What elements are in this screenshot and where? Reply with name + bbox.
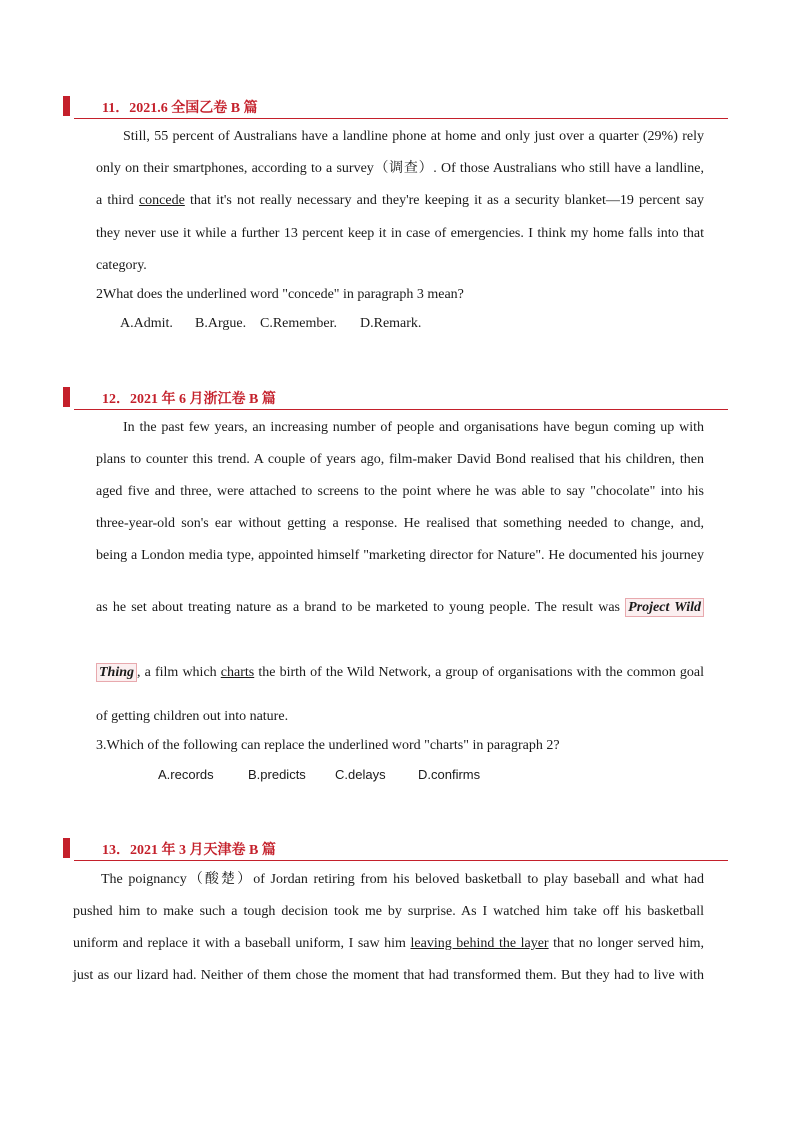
highlighted-title-project-wild: Project Wild (625, 598, 704, 617)
question-text: 2What does the underlined word "concede" in paragraph 3 mean? (96, 287, 464, 302)
paragraph-line: as he set about treating nature as a brand to be marketed to young people. The result was Project Wild (96, 599, 704, 617)
paragraph-line: pushed him to make such a tough decision took me by surprise. As I watched him take off his basketball (73, 904, 704, 919)
section-12-title: 12．2021 年 6 月浙江卷 B 篇 (102, 392, 276, 407)
section-12-heading (60, 387, 728, 413)
section-13-title: 13．2021 年 3 月天津卷 B 篇 (102, 843, 276, 858)
option-b: B.Argue. (195, 316, 247, 331)
paragraph-line: In the past few years, an increasing number of people and organisations have begun coming up with (123, 420, 704, 435)
option-d: D.Remark. (360, 316, 422, 331)
question-text: 3.Which of the following can replace the underlined word "charts" in paragraph 2? (96, 738, 560, 753)
underlined-word-concede: concede (138, 193, 185, 208)
heading-rule (74, 860, 728, 861)
option-c: C.delays (335, 767, 386, 782)
paragraph-line: of getting children out into nature. (96, 709, 289, 724)
section-13-heading (60, 838, 728, 864)
heading-rule (74, 118, 728, 119)
paragraph-line: category. (96, 258, 147, 273)
highlighted-title-thing: Thing (96, 663, 137, 682)
option-a: A.records (158, 767, 214, 782)
section-11-heading (60, 96, 728, 122)
underlined-phrase-leaving-behind: leaving behind the layer (410, 936, 549, 951)
heading-marker (63, 387, 70, 407)
paragraph-line: Still, 55 percent of Australians have a landline phone at home and only just over a quarter (29%) rely (123, 129, 704, 144)
paragraph-line: they never use it while a further 13 percent keep it in case of emergencies. I think my home falls into that (96, 226, 704, 241)
heading-rule (74, 409, 728, 410)
paragraph-line: just as our lizard had. Neither of them chose the moment that had transformed them. But they had to live with (73, 968, 704, 983)
paragraph-line: three-year-old son's ear without getting a response. He realised that something needed to change, and, (96, 516, 704, 531)
heading-marker (63, 838, 70, 858)
paragraph-line: only on their smartphones, according to a survey（调查）. Of those Australians who still have a landline, (96, 161, 704, 176)
paragraph-line: plans to counter this trend. A couple of years ago, film-maker David Bond realised that his children, then (96, 452, 704, 467)
heading-marker (63, 96, 70, 116)
paragraph-line: aged five and three, were attached to screens to the point where he was able to say "chocolate" into his (96, 484, 704, 499)
paragraph-line: Thing , a film which charts the birth of the Wild Network, a group of organisations with the common goal (96, 664, 704, 682)
option-a: A.Admit. (120, 316, 173, 331)
paragraph-line: uniform and replace it with a baseball uniform, I saw him leaving behind the layer that no longer served him, (73, 936, 704, 951)
paragraph-line: The poignancy（酸楚）of Jordan retiring from his beloved basketball to play baseball and what had (101, 872, 704, 887)
underlined-word-charts: charts (220, 665, 255, 680)
option-d: D.confirms (418, 767, 481, 782)
paragraph-line: a third concede that it's not really necessary and they're keeping it as a security blanket—19 percent say (96, 193, 705, 208)
paragraph-line: being a London media type, appointed himself "marketing director for Nature". He documented his journey (96, 548, 704, 563)
section-11-title: 11．2021.6 全国乙卷 B 篇 (102, 101, 258, 116)
option-b: B.predicts (248, 767, 306, 782)
option-c: C.Remember. (260, 316, 337, 331)
